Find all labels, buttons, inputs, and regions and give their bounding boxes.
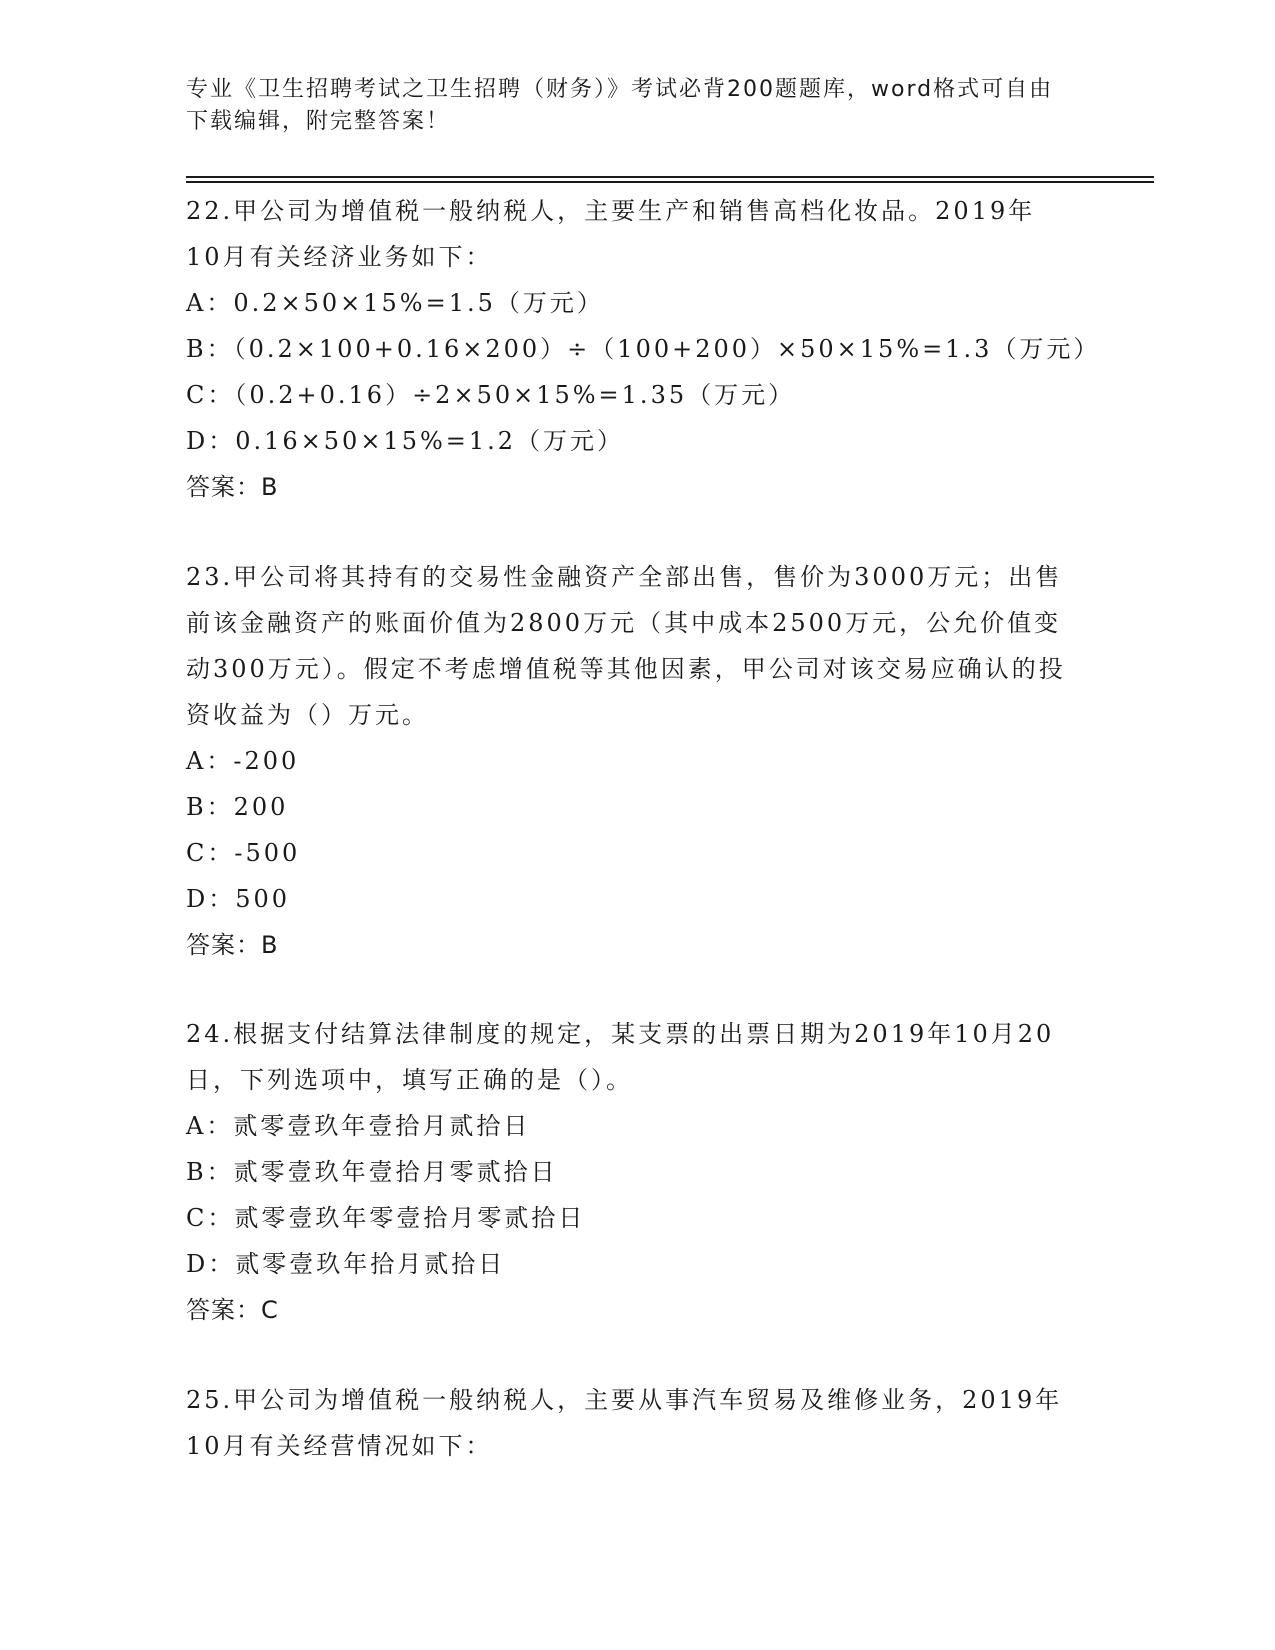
option-c: C：贰零壹玖年零壹拾月零贰拾日 (186, 1204, 586, 1232)
option-d: D：贰零壹玖年拾月贰拾日 (186, 1250, 506, 1278)
question-25 (186, 1377, 1066, 1469)
option-c: C：（0.2+0.16）÷2×50×15%=1.35（万元） (186, 381, 796, 409)
option-b: B：贰零壹玖年壹拾月零贰拾日 (186, 1158, 558, 1186)
option-c: C：-500 (186, 839, 301, 867)
option-d: D：500 (186, 885, 291, 913)
option-a: A：0.2×50×15%=1.5（万元） (186, 289, 604, 317)
question-stem: 22.甲公司为增值税一般纳税人，主要生产和销售高档化妆品。2019年10月有关经济业务如下： (186, 197, 1036, 271)
answer-label: 答案：B (186, 931, 279, 959)
option-a: A：贰零壹玖年壹拾月贰拾日 (186, 1112, 531, 1140)
answer-label: 答案：B (186, 473, 279, 501)
document-header: 专业《卫生招聘考试之卫生招聘（财务）》考试必背200题题库，word格式可自由下载编辑，附完整答案！ (186, 77, 1054, 134)
answer-label: 答案：C (186, 1296, 279, 1324)
question-22 (186, 188, 1101, 510)
option-b: B：（0.2×100+0.16×200）÷（100+200）×50×15%=1.3（万元） (186, 335, 1101, 363)
question-stem: 25.甲公司为增值税一般纳税人，主要从事汽车贸易及维修业务，2019年10月有关经营情况如下： (186, 1386, 1063, 1460)
option-d: D：0.16×50×15%=1.2（万元） (186, 427, 625, 455)
question-24 (186, 1011, 1066, 1333)
question-stem: 23.甲公司将其持有的交易性金融资产全部出售，售价为3000万元；出售前该金融资产的账面价值为2800万元（其中成本2500万元，公允价值变动300万元）。假定不考虑增值税等其他因素，甲公司对该交易应确认的投资收益为（）万元。 (186, 563, 1066, 729)
question-stem: 24.根据支付结算法律制度的规定，某支票的出票日期为2019年10月20日，下列选项中，填写正确的是（）。 (186, 1020, 1055, 1094)
question-23 (186, 554, 1066, 968)
option-b: B：200 (186, 793, 289, 821)
header-divider-bottom (186, 181, 1154, 183)
option-a: A：-200 (186, 747, 300, 775)
header-divider-top (186, 176, 1154, 178)
